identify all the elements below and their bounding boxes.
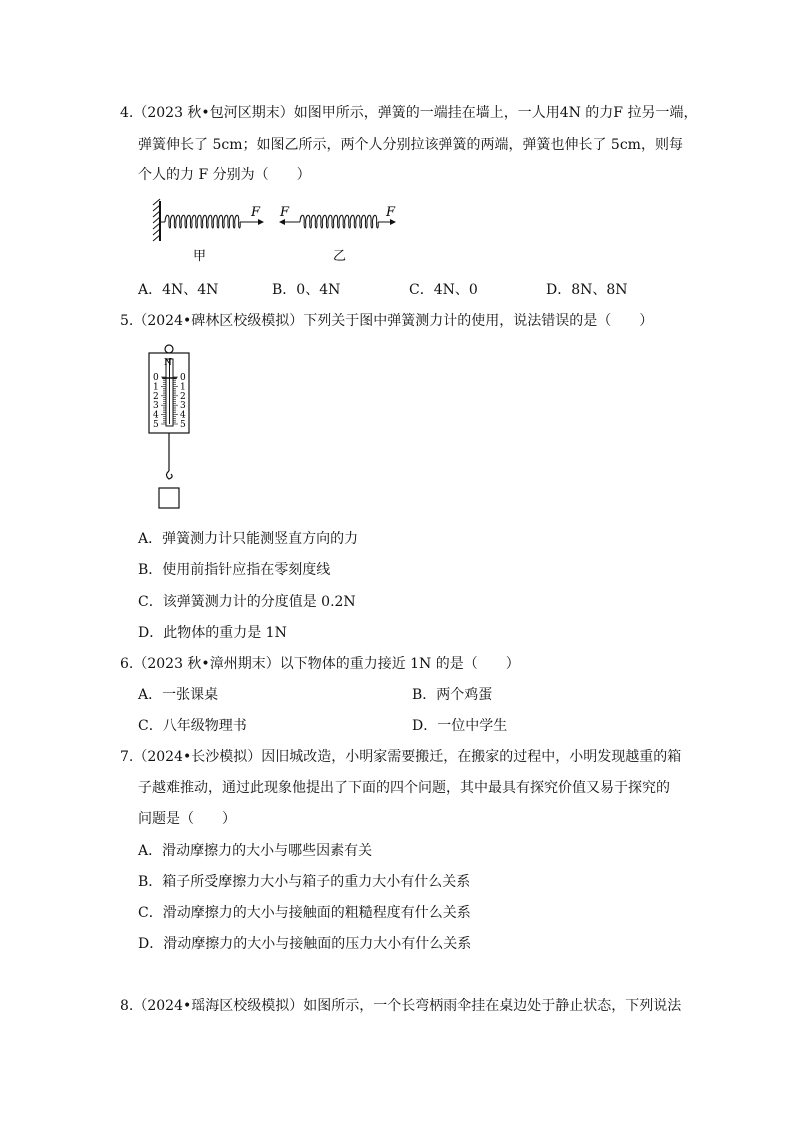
q6-option-d[interactable]: D．一位中学生 bbox=[412, 718, 508, 734]
q4-stem-line-3: 个人的力 F 分别为（ ） bbox=[138, 167, 311, 183]
q8-stem-line-1: 8.（2024•瑶海区校级模拟）如图所示，一个长弯柄雨伞挂在桌边处于静止状态，下列说法 bbox=[120, 998, 682, 1014]
q5-spring-scale-figure bbox=[142, 340, 198, 516]
q4-stem-line-1: 4.（2023 秋•包河区期末）如图甲所示，弹簧的一端挂在墙上，一人用4N 的力F 拉另一端， bbox=[120, 105, 698, 121]
q6-stem-line-1: 6.（2023 秋•漳州期末）以下物体的重力接近 1N 的是（ ） bbox=[120, 656, 520, 672]
q6-option-b[interactable]: B．两个鸡蛋 bbox=[412, 687, 493, 703]
unit-label: N bbox=[164, 358, 172, 368]
q7-stem-line-1: 7.（2024•长沙模拟）因旧城改造，小明家需要搬迁，在搬家的过程中，小明发现越重的箱 bbox=[120, 749, 682, 765]
q4-option-c[interactable]: C．4N、0 bbox=[409, 282, 478, 298]
scale-label-left-3: 3 bbox=[153, 401, 159, 412]
q7-option-c[interactable]: C．滑动摩擦力的大小与接触面的粗糙程度有什么关系 bbox=[138, 905, 471, 921]
q5-option-a[interactable]: A．弹簧测力计只能测竖直方向的力 bbox=[138, 531, 359, 547]
q7-stem-line-3: 问题是（ ） bbox=[138, 811, 236, 827]
q4-option-a[interactable]: A．4N、4N bbox=[138, 282, 219, 298]
q6-option-a[interactable]: A．一张课桌 bbox=[138, 687, 219, 703]
force-label-b: F bbox=[280, 205, 290, 220]
scale-label-left-0: 0 bbox=[153, 373, 159, 383]
scale-label-right-1: 1 bbox=[180, 382, 186, 393]
weight-block-icon bbox=[159, 488, 179, 508]
q5-option-c[interactable]: C．该弹簧测力计的分度值是 0.2N bbox=[138, 594, 356, 610]
q6-option-c[interactable]: C．八年级物理书 bbox=[138, 718, 247, 734]
q4-stem-line-2: 弹簧伸长了 5cm；如图乙所示，两个人分别拉该弹簧的两端，弹簧也伸长了 5cm，则每 bbox=[138, 137, 683, 153]
spring-left-icon bbox=[165, 215, 240, 228]
q7-option-b[interactable]: B．箱子所受摩擦力大小与箱子的重力大小有什么关系 bbox=[138, 874, 471, 890]
scale-label-right-4: 4 bbox=[180, 410, 186, 421]
wall-icon bbox=[153, 199, 160, 241]
q7-option-a[interactable]: A．滑动摩擦力的大小与哪些因素有关 bbox=[138, 843, 373, 859]
q7-stem-line-2: 子越难推动，通过此现象他提出了下面的四个问题，其中最具有探究价值又易于探究的 bbox=[138, 780, 670, 796]
scale-label-left-1: 1 bbox=[153, 382, 159, 393]
scale-label-left-5: 5 bbox=[153, 420, 159, 430]
q4-option-d[interactable]: D．8N、8N bbox=[546, 282, 628, 298]
scale-label-left-2: 2 bbox=[153, 391, 159, 402]
caption-right: 乙 bbox=[333, 249, 347, 264]
scale-label-right-5: 5 bbox=[180, 420, 186, 430]
q5-option-b[interactable]: B．使用前指针应指在零刻度线 bbox=[138, 562, 331, 578]
scale-label-right-3: 3 bbox=[180, 401, 186, 412]
q5-option-d[interactable]: D．此物体的重力是 1N bbox=[138, 625, 287, 641]
spring-right-icon bbox=[300, 215, 378, 228]
q4-spring-figure bbox=[150, 196, 410, 266]
q4-option-b[interactable]: B．0、4N bbox=[272, 282, 341, 298]
q5-stem-line-1: 5.（2024•碑林区校级模拟）下列关于图中弹簧测力计的使用，说法错误的是（ ） bbox=[120, 313, 654, 329]
scale-label-right-0: 0 bbox=[180, 373, 186, 383]
force-label-c: F bbox=[386, 205, 396, 220]
force-label-a: F bbox=[251, 205, 261, 220]
scale-label-left-4: 4 bbox=[153, 410, 159, 421]
caption-left: 甲 bbox=[193, 249, 207, 264]
q7-option-d[interactable]: D．滑动摩擦力的大小与接触面的压力大小有什么关系 bbox=[138, 936, 472, 952]
scale-label-right-2: 2 bbox=[180, 391, 186, 402]
